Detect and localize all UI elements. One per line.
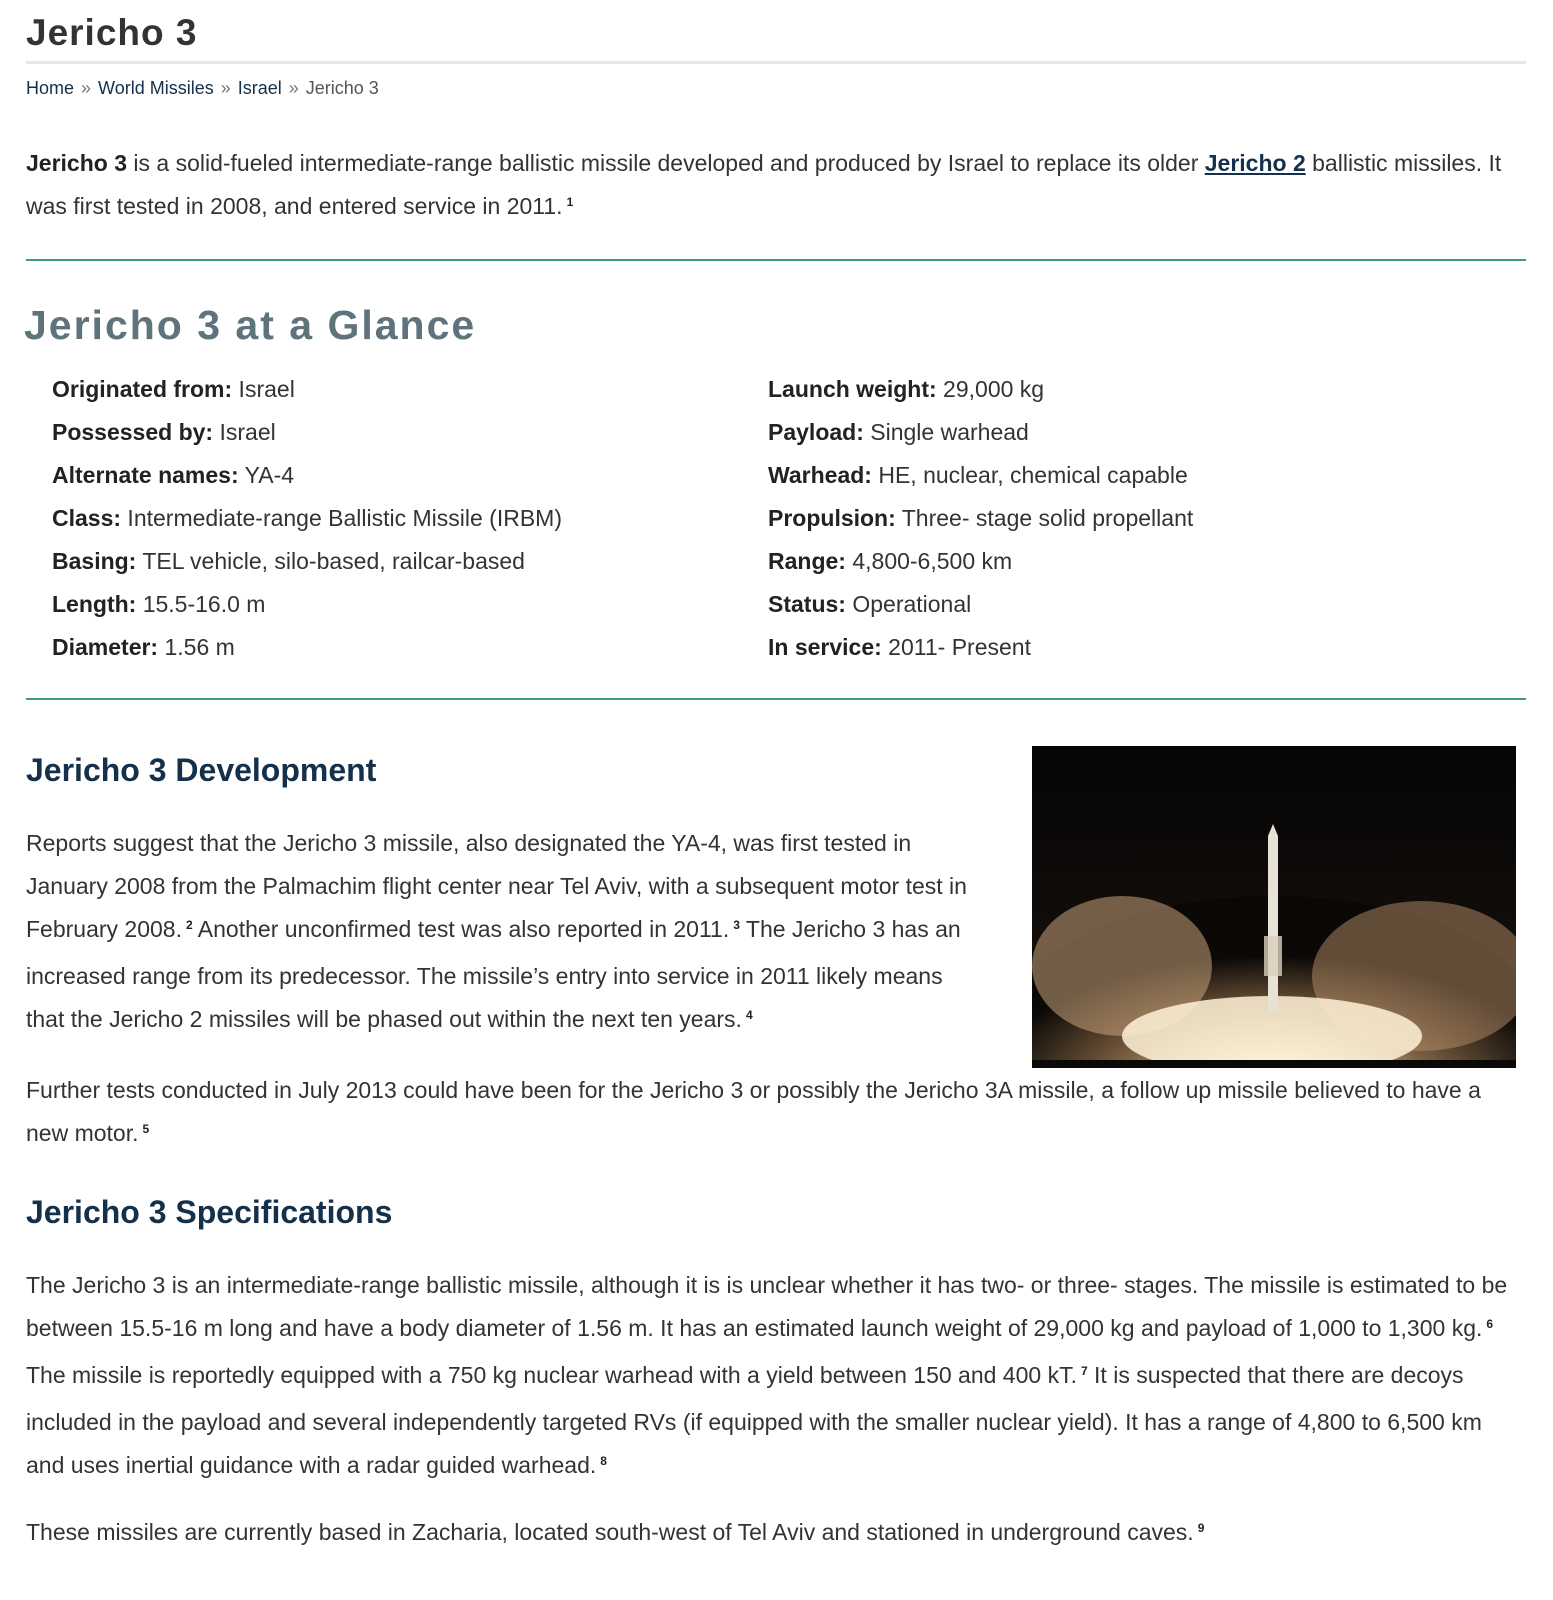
footnote-ref[interactable]: 5	[142, 1122, 150, 1136]
glance-item-possessed	[52, 411, 562, 454]
footnote-ref[interactable]: 9	[1197, 1521, 1205, 1535]
footnote-ref[interactable]: 1	[566, 195, 574, 209]
glance-value: 1.56 m	[158, 634, 235, 660]
glance-item-length	[52, 583, 562, 626]
development-heading: Jericho 3 Development	[26, 752, 377, 788]
glance-label: Launch weight:	[768, 376, 937, 402]
glance-item-in-service	[768, 626, 1193, 669]
breadcrumb-separator: »	[81, 78, 92, 98]
glance-label: Status:	[768, 591, 846, 617]
footnote-ref[interactable]: 7	[1080, 1364, 1088, 1378]
glance-label: Possessed by:	[52, 419, 214, 445]
glance-label: Basing:	[52, 548, 137, 574]
breadcrumb-current: Jericho 3	[305, 78, 379, 98]
glance-title: Jericho 3 at a Glance	[24, 302, 477, 348]
breadcrumb-home[interactable]: Home	[26, 78, 75, 98]
breadcrumb-separator: »	[220, 78, 231, 98]
development-paragraph-1	[26, 822, 971, 1045]
glance-value: 29,000 kg	[936, 376, 1045, 402]
glance-value: HE, nuclear, chemical capable	[871, 462, 1188, 488]
glance-label: Payload:	[768, 419, 864, 445]
missile-launch-image	[1032, 746, 1516, 1068]
section-divider	[26, 259, 1526, 261]
paragraph-text: It is suspected that there are decoys included in the payload and several independently targeted RVs (if equipped with the smaller nuclear yield). It has a range of 4,800 to 6,500 km and uses inertial guidance with a radar guided warhead.	[26, 1362, 1482, 1478]
breadcrumb-world-missiles[interactable]: World Missiles	[98, 78, 214, 98]
paragraph-text: The Jericho 3 has an increased range from its predecessor. The missile’s entry into service in 2011 likely means that the Jericho 2 missiles will be phased out within the next ten years.	[26, 916, 961, 1032]
page-title: Jericho 3	[26, 12, 198, 53]
development-paragraph-2	[26, 1069, 1526, 1159]
glance-item-basing	[52, 540, 562, 583]
specifications-heading: Jericho 3 Specifications	[26, 1194, 393, 1230]
glance-label: Diameter:	[52, 634, 159, 660]
glance-label: Length:	[52, 591, 137, 617]
glance-label: Originated from:	[52, 376, 233, 402]
glance-value: 2011- Present	[881, 634, 1031, 660]
glance-item-status	[768, 583, 1193, 626]
footnote-ref[interactable]: 8	[600, 1454, 607, 1468]
glance-label: Propulsion:	[768, 505, 896, 531]
glance-item-range	[768, 540, 1193, 583]
paragraph-text: The missile is reportedly equipped with a 750 kg nuclear warhead with a yield between 150 and 400 kT.	[26, 1362, 1077, 1388]
intro-paragraph	[26, 142, 1526, 232]
section-divider	[26, 698, 1526, 700]
glance-value: 4,800-6,500 km	[845, 548, 1013, 574]
paragraph-text: The Jericho 3 is an intermediate-range ballistic missile, although it is is unclear whether it has two- or three- stages. The missile is estimated to be between 15.5-16 m long and have a body diameter of 1.56 m. It has an estimated launch weight of 29,000 kg and payload of 1,000 to 1,300 kg.	[26, 1272, 1508, 1341]
specifications-paragraph-1	[26, 1264, 1526, 1491]
glance-value: Israel	[213, 419, 276, 445]
breadcrumb	[26, 78, 379, 99]
glance-left-column	[52, 368, 562, 669]
paragraph-text: Reports suggest that the Jericho 3 missile, also designated the YA-4, was first tested in January 2008 from the Palmachim flight center near Tel Aviv, with a subsequent motor test in February 2008.	[26, 830, 967, 942]
glance-item-propulsion	[768, 497, 1193, 540]
footnote-ref[interactable]: 3	[733, 918, 740, 932]
glance-item-alternate-names	[52, 454, 562, 497]
footnote-ref[interactable]: 6	[1486, 1317, 1494, 1331]
footnote-ref[interactable]: 2	[185, 918, 193, 932]
specifications-paragraph-2	[26, 1511, 1526, 1558]
glance-label: Warhead:	[768, 462, 872, 488]
glance-item-diameter	[52, 626, 562, 669]
glance-value: TEL vehicle, silo-based, railcar-based	[136, 548, 525, 574]
glance-right-column	[768, 368, 1193, 669]
glance-label: Class:	[52, 505, 122, 531]
glance-item-launch-weight	[768, 368, 1193, 411]
glance-value: YA-4	[238, 462, 295, 488]
glance-value: Operational	[845, 591, 972, 617]
glance-item-origin	[52, 368, 562, 411]
missile-launch-photo	[1032, 746, 1516, 1068]
paragraph-text: Another unconfirmed test was also reported in 2011.	[192, 916, 730, 942]
glance-item-class	[52, 497, 562, 540]
intro-text: ballistic missiles. It was first tested in 2008, and entered service in 2011.	[26, 150, 1502, 219]
footnote-ref[interactable]: 4	[745, 1008, 753, 1022]
glance-label: Alternate names:	[52, 462, 239, 488]
breadcrumb-separator: »	[288, 78, 299, 98]
glance-value: 15.5-16.0 m	[136, 591, 266, 617]
glance-item-warhead	[768, 454, 1193, 497]
intro-text: is a solid-fueled intermediate-range ballistic missile developed and produced by Israel to replace its older	[127, 150, 1205, 176]
glance-value: Three- stage solid propellant	[895, 505, 1194, 531]
paragraph-text: These missiles are currently based in Zacharia, located south-west of Tel Aviv and stationed in underground caves.	[26, 1519, 1194, 1545]
breadcrumb-israel[interactable]: Israel	[237, 78, 282, 98]
glance-value: Intermediate-range Ballistic Missile (IRBM)	[121, 505, 562, 531]
jericho-2-link[interactable]: Jericho 2	[1204, 150, 1306, 176]
glance-label: In service:	[768, 634, 882, 660]
glance-label: Range:	[768, 548, 846, 574]
intro-missile-name: Jericho 3	[26, 150, 127, 176]
paragraph-text: Further tests conducted in July 2013 could have been for the Jericho 3 or possibly the Jericho 3A missile, a follow up missile believed to have a new motor.	[26, 1077, 1481, 1146]
glance-value: Israel	[232, 376, 295, 402]
title-divider	[26, 61, 1526, 64]
glance-value: Single warhead	[863, 419, 1029, 445]
glance-item-payload	[768, 411, 1193, 454]
